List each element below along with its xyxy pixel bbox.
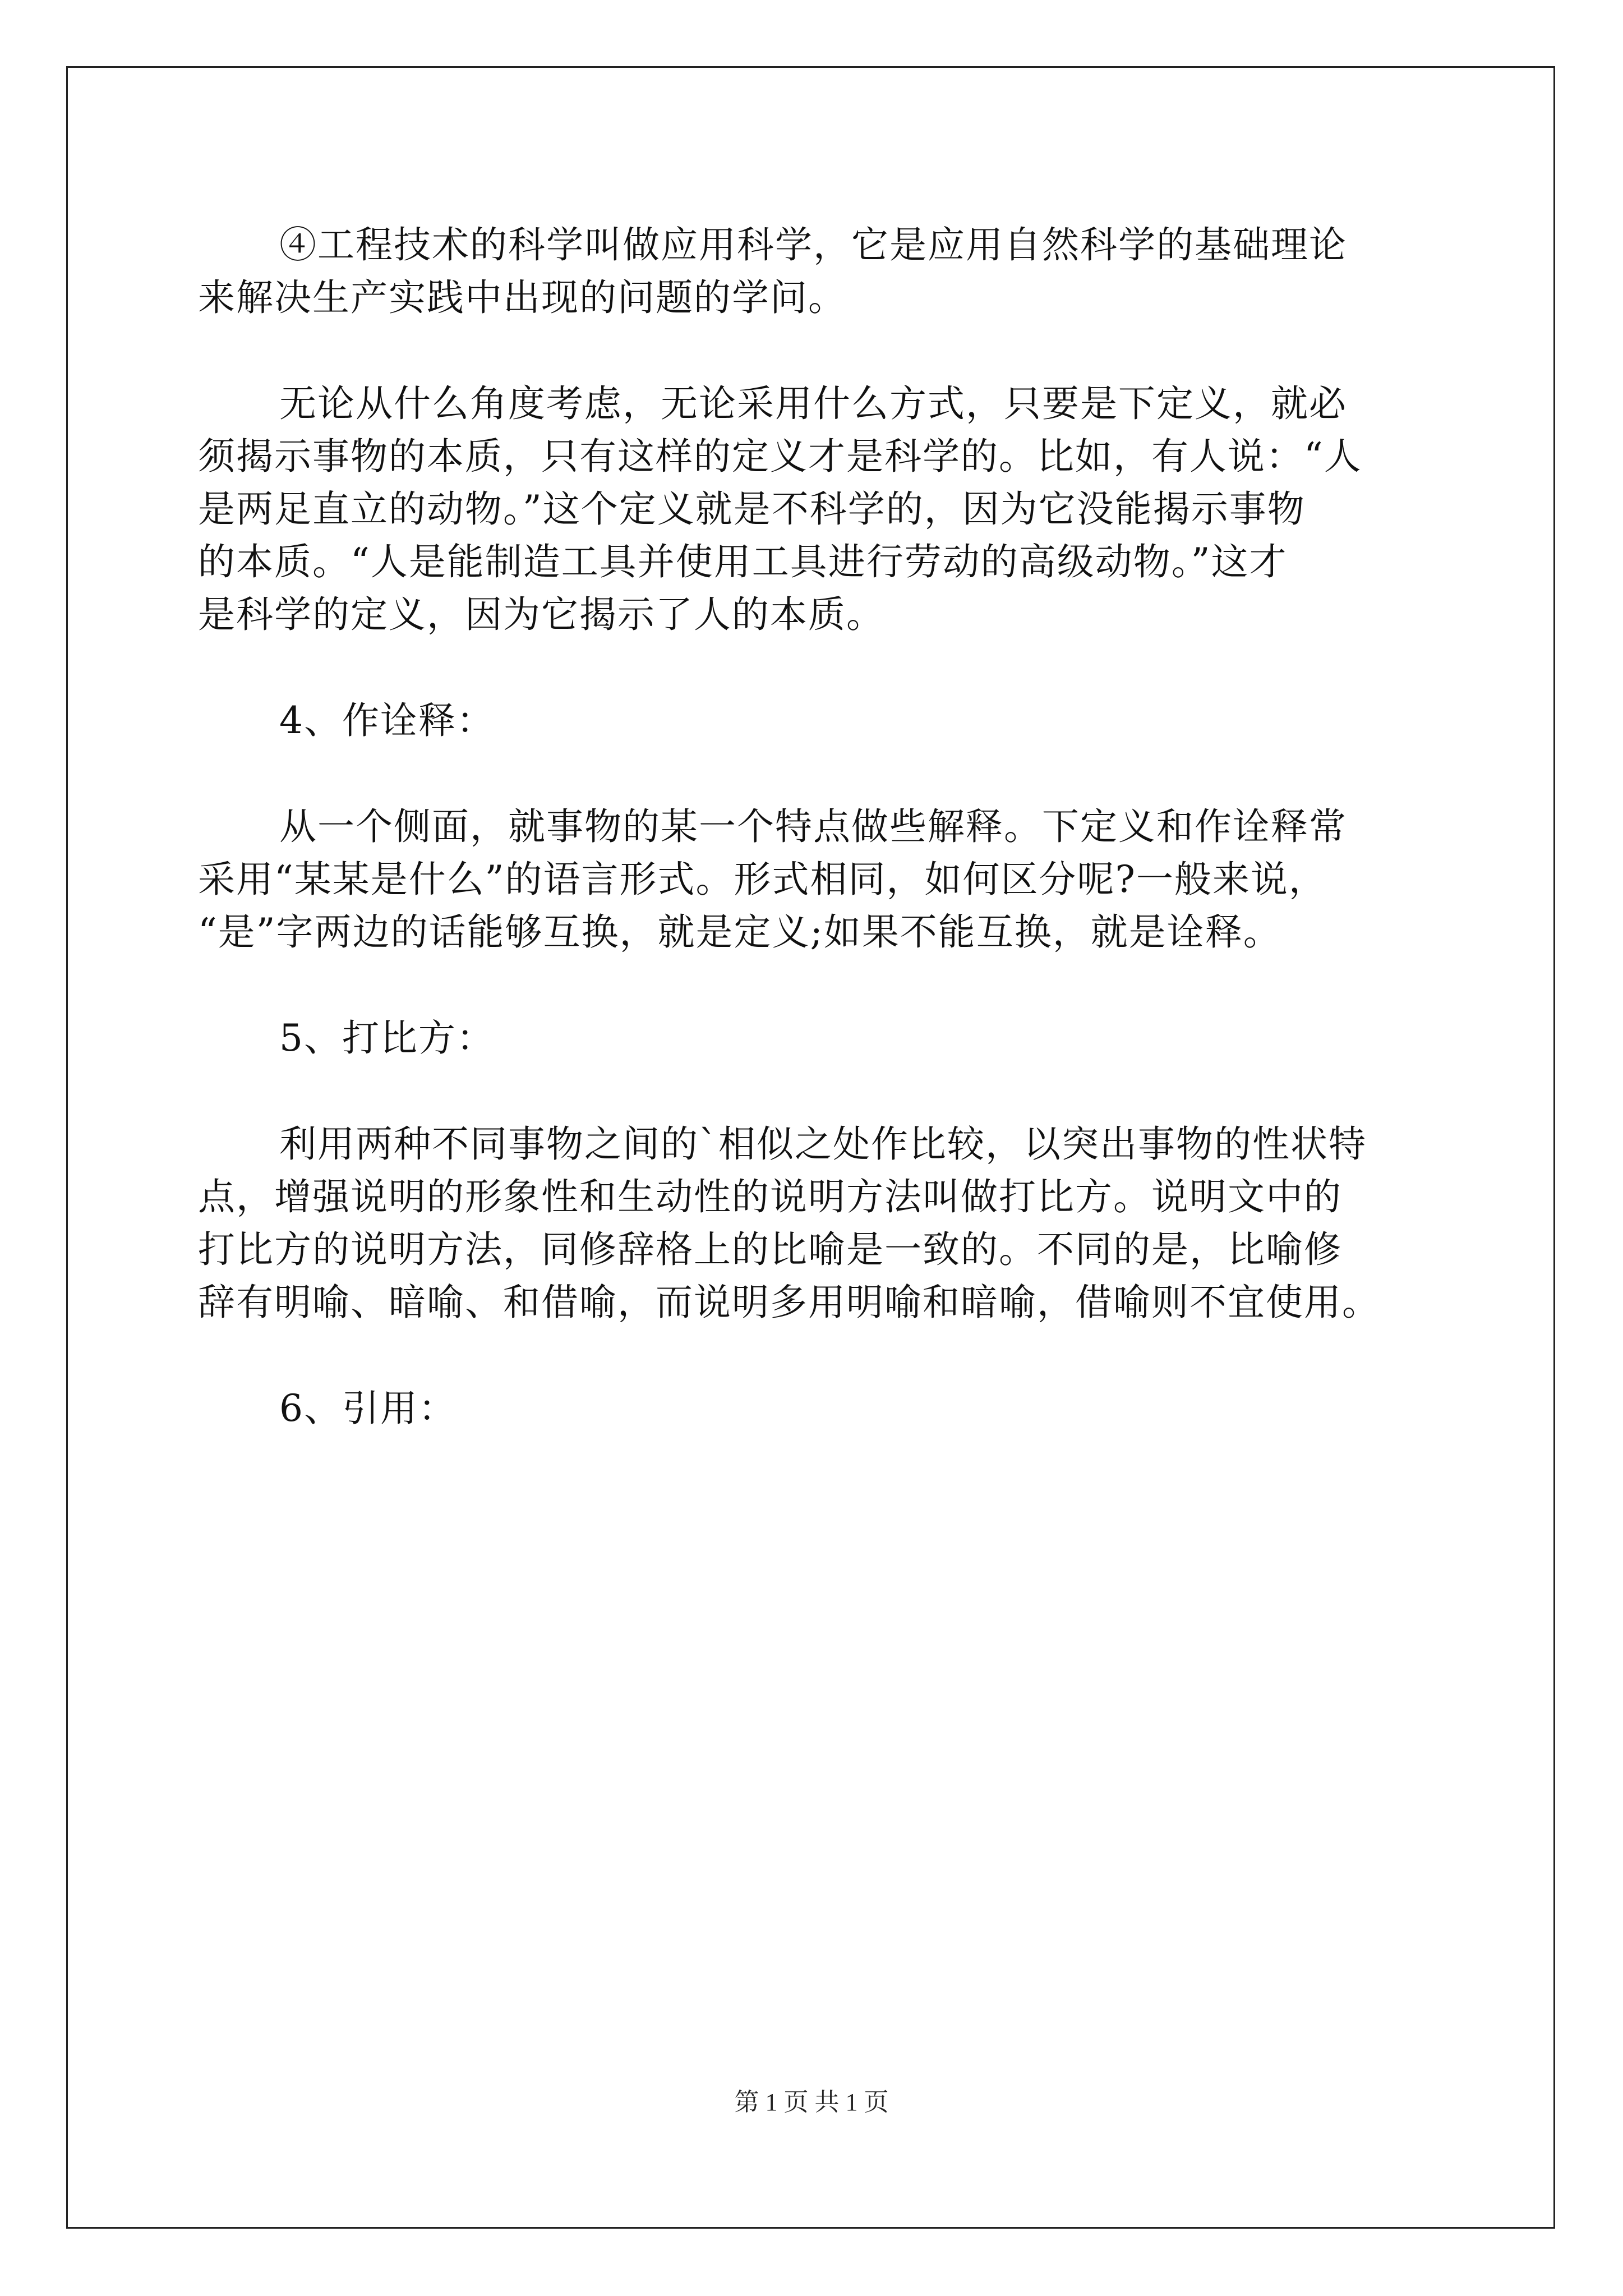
text-line: “是”字两边的话能够互换，就是定义;如果不能互换，就是诠释。 bbox=[198, 910, 1281, 954]
text-line: ④工程技术的科学叫做应用科学，它是应用自然科学的基础理论 bbox=[279, 223, 1347, 266]
text-line: 是两足直立的动物。”这个定义就是不科学的，因为它没能揭示事物 bbox=[198, 487, 1306, 531]
text-line: 辞有明喻、暗喻、和借喻，而说明多用明喻和暗喻，借喻则不宜使用。 bbox=[198, 1281, 1380, 1324]
text-line: 来解决生产实践中出现的问题的学问。 bbox=[198, 276, 846, 319]
section-heading bbox=[198, 694, 1437, 747]
text-line: 是科学的定义，因为它揭示了人的本质。 bbox=[198, 593, 884, 636]
text-line: 打比方的说明方法，同修辞格上的比喻是一致的。不同的是，比喻修 bbox=[198, 1228, 1342, 1271]
paragraph bbox=[198, 800, 1437, 959]
heading-text: 5、打比方： bbox=[279, 1016, 495, 1060]
text-line: 无论从什么角度考虑，无论采用什么方式，只要是下定义，就必 bbox=[279, 382, 1347, 425]
section-heading bbox=[198, 1012, 1437, 1065]
text-line: 点，增强说明的形象性和生动性的说明方法叫做打比方。说明文中的 bbox=[198, 1175, 1342, 1218]
heading-text: 4、作诠释： bbox=[279, 699, 495, 742]
text-line: 利用两种不同事物之间的`相似之处作比较，以突出事物的性状特 bbox=[279, 1122, 1367, 1166]
paragraph bbox=[198, 378, 1437, 641]
heading-text: 6、引用： bbox=[279, 1387, 457, 1430]
text-line: 须揭示事物的本质，只有这样的定义才是科学的。比如，有人说：“人 bbox=[198, 435, 1362, 478]
text-line: 采用“某某是什么”的语言形式。形式相同，如何区分呢?一般来说， bbox=[198, 858, 1327, 901]
section-heading bbox=[198, 1382, 1437, 1435]
document-body bbox=[198, 219, 1437, 1435]
paragraph bbox=[198, 1118, 1437, 1329]
page-number-footer: 第 1 页 共 1 页 bbox=[734, 2088, 889, 2116]
text-line: 从一个侧面，就事物的某一个特点做些解释。下定义和作诠释常 bbox=[279, 805, 1347, 848]
text-line: 的本质。“人是能制造工具并使用工具进行劳动的高级动物。”这才 bbox=[198, 540, 1288, 583]
paragraph bbox=[198, 219, 1437, 324]
